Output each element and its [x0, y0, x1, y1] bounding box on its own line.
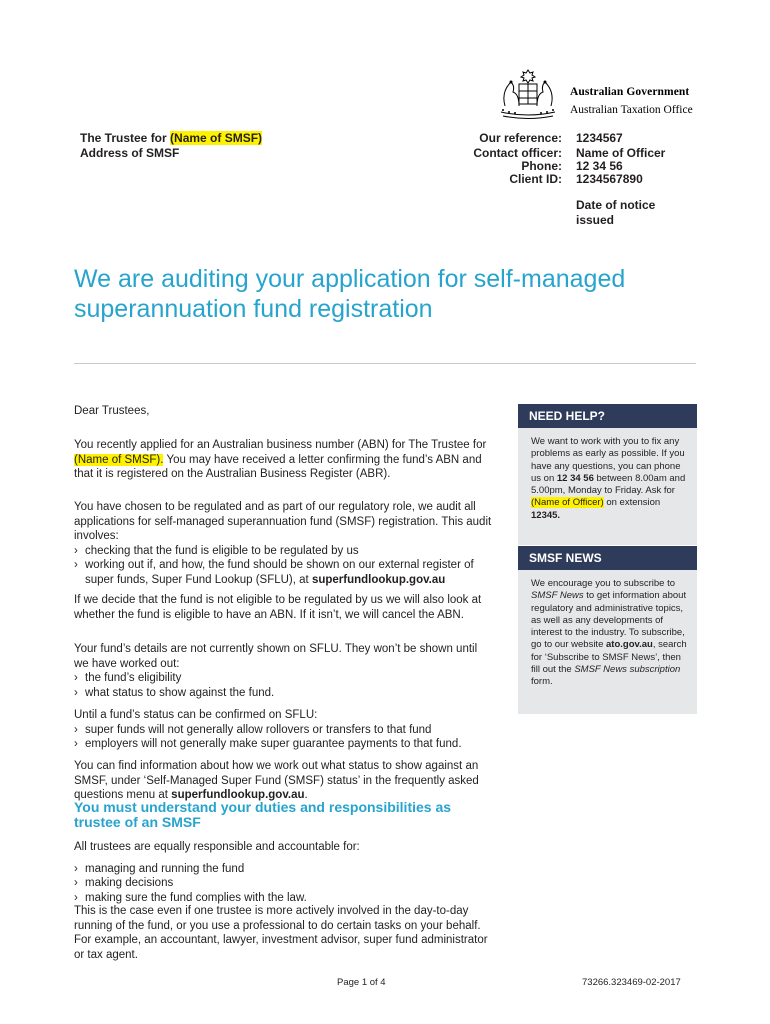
paragraph-2: [74, 500, 494, 587]
list-item: › making sure the fund complies with the law.: [74, 891, 494, 906]
news-text-d: form.: [531, 676, 553, 688]
list-item: [74, 544, 494, 559]
p6-text-b: .: [304, 789, 308, 801]
paragraph-5: [74, 708, 494, 752]
list-item: › employers will not generally make super guarantee payments to that fund.: [74, 737, 494, 752]
paragraph-6: [74, 759, 494, 803]
our-reference-label: Our reference:: [479, 131, 562, 145]
p6-text-a: You can find information about how we work out what status to show against an SMSF, under ‘Self-Managed Super Fund (SMSF) status’ in the frequently asked questions menu at: [74, 760, 479, 801]
p2-text: You have chosen to be regulated and as part of our regulatory role, we audit all applications for self-managed superannuation fund (SMSF) registration. This audit involves:: [74, 501, 492, 542]
ato-website-link[interactable]: ato.gov.au: [606, 639, 653, 651]
help-extension: 12345.: [531, 509, 561, 521]
p1-text-b: You may have received a letter confirming the fund’s ABN and that it is registered on the Australian Business Register (ABR).: [74, 453, 482, 480]
news-form-name: SMSF News subscription: [574, 664, 681, 676]
section-heading: You must understand your duties and responsibilities as trustee of an SMSF: [74, 799, 452, 830]
smsf-news-heading: SMSF NEWS: [518, 546, 697, 570]
help-text-a: We want to work with you to fix any problems as early as possible. If you have any questions, you can phone us on: [531, 436, 685, 484]
recipient-address: Address of SMSF: [80, 146, 180, 160]
sflu-link-2[interactable]: superfundlookup.gov.au: [171, 789, 305, 801]
p5-list: [74, 723, 494, 752]
list-item: › managing and running the fund: [74, 862, 494, 877]
page-number: Page 1 of 4: [337, 977, 386, 988]
p1-fund-name: (Name of SMSF).: [74, 453, 164, 466]
agency-name: Australian Taxation Office: [570, 104, 693, 116]
coat-of-arms-icon: [497, 66, 559, 122]
help-text-c: on extension: [603, 497, 661, 509]
document-code: 73266.323469-02-2017: [582, 977, 681, 988]
page-title: We are auditing your application for self-managed superannuation fund registration: [74, 265, 626, 323]
news-text-a: We encourage you to subscribe to: [531, 578, 675, 589]
list-item: › what status to show against the fund.: [74, 686, 494, 701]
list-item: › the fund’s eligibility: [74, 671, 494, 686]
news-italic: SMSF News: [531, 590, 584, 602]
paragraph-4: [74, 642, 494, 700]
gov-name: Australian Government: [570, 86, 690, 98]
divider: [74, 363, 696, 364]
p4-list: [74, 671, 494, 700]
phone-label: Phone:: [521, 159, 562, 173]
news-text-b: to get information about regulatory and administrative topics, as well as any developments of interest to the industry. To subscribe, go to our website: [531, 590, 687, 651]
list-item-text: working out if, and how, the fund should be shown on our external register of super funds, Super Fund Lookup (SFLU), at: [85, 559, 474, 586]
salutation: Dear Trustees,: [74, 405, 150, 417]
news-text-c: , search for ‘Subscribe to SMSF News’, then fill out the: [531, 639, 687, 676]
p1-text-a: You recently applied for an Australian business number (ABN) for The Trustee for: [74, 439, 487, 451]
paragraph-7: [74, 840, 494, 905]
recipient-fund-name: (Name of SMSF): [170, 131, 263, 145]
p7-text: All trustees are equally responsible and accountable for:: [74, 841, 360, 853]
our-reference-value: 1234567: [576, 131, 623, 145]
date-of-notice: Date of notice issued: [576, 198, 656, 227]
recipient-prefix: The Trustee for: [80, 131, 171, 145]
need-help-box: [518, 428, 697, 545]
p7-list: [74, 862, 494, 906]
p5-text: Until a fund’s status can be confirmed on SFLU:: [74, 709, 318, 721]
contact-officer-value: Name of Officer: [576, 146, 666, 160]
paragraph-3: If we decide that the fund is not eligible to be regulated by us we will also look at whether the fund is eligible to have an ABN. If it isn’t, we will cancel the ABN.: [74, 594, 482, 621]
list-item: [74, 558, 494, 587]
client-id-value: 1234567890: [576, 172, 643, 186]
sflu-link[interactable]: superfundlookup.gov.au: [311, 573, 446, 586]
list-item: › making decisions: [74, 876, 494, 891]
need-help-heading: NEED HELP?: [518, 404, 697, 428]
smsf-news-box: [518, 570, 697, 714]
phone-value: 12 34 56: [576, 159, 623, 173]
list-item: › super funds will not generally allow rollovers or transfers to that fund: [74, 723, 494, 738]
p2-list: [74, 544, 494, 588]
paragraph-1: [74, 438, 494, 482]
help-text-b: between 8.00am and 5.00pm, Monday to Friday. Ask for: [531, 472, 686, 497]
p4-text: Your fund’s details are not currently shown on SFLU. They won’t be shown until we have worked out:: [74, 643, 478, 670]
help-officer: (Name of Officer): [531, 497, 604, 509]
list-item-text: checking that the fund is eligible to be regulated by us: [85, 544, 359, 557]
help-phone: 12 34 56: [556, 472, 594, 484]
contact-officer-label: Contact officer:: [473, 146, 562, 160]
client-id-label: Client ID:: [509, 172, 562, 186]
paragraph-8: This is the case even if one trustee is more actively involved in the day-to-day running of the fund, or you use a professional to do certain tasks on your behalf. For example, an accountant, lawyer, investment advisor, super fund administrator or tax agent.: [74, 905, 488, 961]
recipient-line: [80, 131, 262, 146]
